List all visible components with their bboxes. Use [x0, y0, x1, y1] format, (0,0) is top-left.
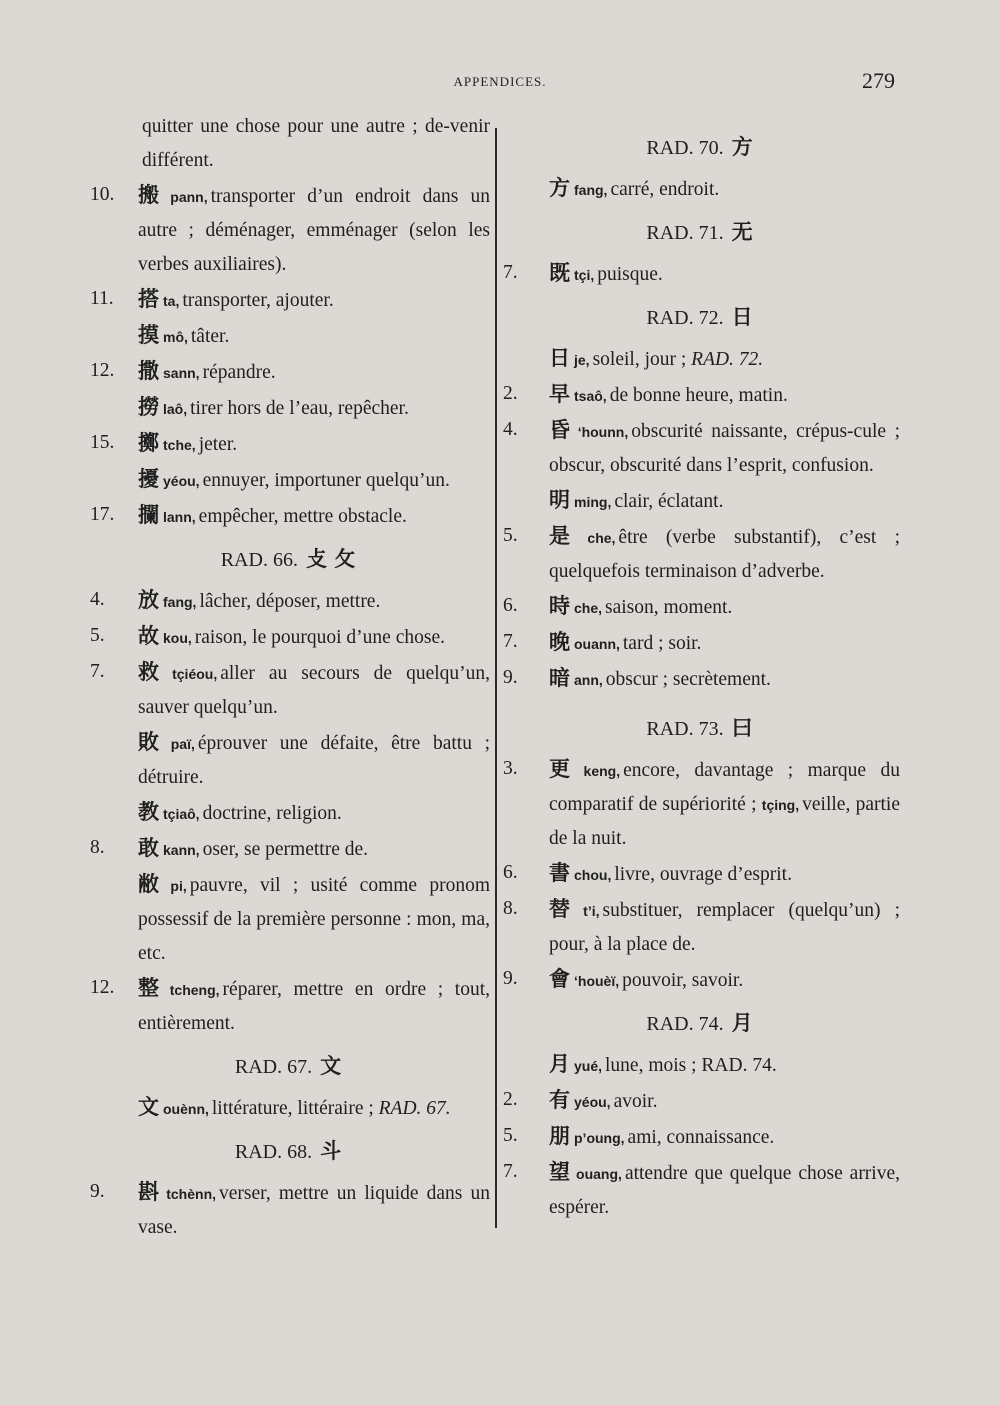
radical-heading [503, 711, 900, 746]
dictionary-entry [90, 619, 490, 655]
radical-reference: RAD. 67. [378, 1098, 451, 1119]
chinese-character: 斟 [138, 1180, 163, 1204]
dictionary-entry [90, 971, 490, 1041]
dictionary-entry [90, 354, 490, 390]
chinese-character: 是 [549, 524, 584, 548]
romanization: ‘houèï, [574, 973, 620, 989]
entry-definition: saison, moment. [605, 597, 733, 618]
romanization: ouang, [576, 1166, 622, 1182]
entry-definition: carré, endroit. [610, 179, 720, 200]
stroke-count: 5. [503, 525, 518, 546]
entry-definition: substituer, remplacer (quelqu’un) ; pour, à la place de. [549, 900, 900, 955]
chinese-character: 書 [549, 861, 570, 885]
romanization: chou, [574, 867, 612, 883]
dictionary-entry [90, 390, 490, 426]
chinese-character: 敢 [138, 836, 159, 860]
stroke-count: 8. [90, 837, 105, 858]
entry-definition: transporter, ajouter. [182, 290, 334, 311]
dictionary-entry [503, 892, 900, 962]
dictionary-entry [90, 795, 490, 831]
chinese-character: 暗 [549, 666, 570, 690]
dictionary-entry [90, 831, 490, 867]
chinese-character: 敝 [138, 872, 167, 896]
entry-definition: répandre. [202, 362, 276, 383]
dictionary-entry [503, 589, 900, 625]
chinese-character: 會 [549, 967, 570, 991]
radical-heading [503, 300, 900, 335]
stroke-count: 15. [90, 432, 115, 453]
entry-definition: ennuyer, importuner quelqu’un. [202, 470, 450, 491]
romanization: laô, [163, 401, 188, 417]
romanization: pann, [170, 189, 208, 205]
entry-definition: attendre que quelque chose arrive, espérer. [549, 1163, 901, 1218]
entry-definition: éprouver une défaite, être battu ; détruire. [138, 733, 490, 788]
dictionary-entry [90, 498, 490, 534]
stroke-count: 7. [90, 661, 105, 682]
entry-definition: tirer hors de l’eau, repêcher. [190, 398, 409, 419]
romanization: che, [587, 530, 616, 546]
stroke-count: 9. [503, 667, 518, 688]
radical-heading [503, 130, 900, 165]
entry-definition: jeter. [198, 434, 238, 455]
entry-definition: lune, mois ; RAD. 74. [605, 1055, 777, 1076]
stroke-count: 7. [503, 1161, 518, 1182]
dictionary-entry [503, 1083, 900, 1119]
radical-character: 无 [731, 220, 753, 244]
romanization: ming, [574, 494, 612, 510]
romanization: sann, [163, 365, 200, 381]
chinese-character: 摸 [138, 323, 159, 347]
entry-definition: de bonne heure, matin. [609, 385, 788, 406]
romanization: tçing, [761, 797, 800, 813]
romanization: tchènn, [166, 1186, 217, 1202]
chinese-character: 搭 [138, 287, 159, 311]
dictionary-entry [503, 1047, 900, 1083]
chinese-character: 救 [138, 660, 169, 684]
chinese-character: 有 [549, 1088, 570, 1112]
romanization: tçi, [574, 267, 595, 283]
radical-label: RAD. 73. [646, 718, 724, 740]
stroke-count: 4. [503, 419, 518, 440]
radical-heading [90, 542, 490, 577]
romanization: t’i, [583, 903, 600, 919]
chinese-character: 整 [138, 976, 166, 1000]
romanization: tche, [163, 437, 196, 453]
entry-definition: pauvre, vil ; usité comme pronom possessif de la première personne : mon, ma, etc. [138, 875, 491, 964]
stroke-count: 5. [503, 1125, 518, 1146]
dictionary-entry [503, 519, 900, 589]
radical-heading [90, 1134, 490, 1169]
chinese-character: 擲 [138, 431, 159, 455]
romanization: yéou, [574, 1094, 611, 1110]
stroke-count: 11. [90, 288, 114, 309]
chinese-character: 月 [549, 1052, 570, 1076]
entry-definition: tâter. [190, 326, 230, 347]
chinese-character: 教 [138, 800, 159, 824]
radical-character: 攴 攵 [305, 547, 356, 571]
radical-character: 月 [731, 1011, 753, 1035]
chinese-character: 時 [549, 594, 570, 618]
stroke-count: 9. [90, 1181, 105, 1202]
chinese-character: 文 [138, 1095, 159, 1119]
stroke-count: 3. [503, 758, 518, 779]
chinese-character: 更 [549, 757, 580, 781]
radical-label: RAD. 71. [646, 222, 724, 244]
dictionary-entry [90, 178, 490, 282]
dictionary-entry [90, 725, 490, 795]
entry-definition: encore, davantage ; marque du comparatif de supériorité ; [549, 760, 900, 815]
dictionary-entry [503, 341, 900, 377]
entry-definition: aller au secours de quelqu’un, sauver quelqu’un. [138, 663, 491, 718]
left-column [90, 110, 490, 1245]
romanization: je, [574, 352, 590, 368]
romanization: tçiéou, [172, 666, 218, 682]
chinese-character: 昏 [549, 418, 574, 442]
chinese-character: 敗 [138, 730, 167, 754]
romanization: paï, [170, 736, 195, 752]
romanization: tçiaô, [163, 806, 200, 822]
romanization: ta, [163, 293, 180, 309]
romanization: ouènn, [163, 1101, 209, 1117]
romanization: fang, [574, 182, 608, 198]
dictionary-entry [90, 583, 490, 619]
entry-definition: être (verbe substantif), c’est ; quelquefois terminaison d’adverbe. [549, 527, 900, 582]
page-number: 279 [862, 68, 895, 93]
radical-heading [503, 1006, 900, 1041]
chinese-character: 替 [549, 897, 580, 921]
stroke-count: 6. [503, 862, 518, 883]
radical-reference: RAD. 72. [691, 349, 764, 370]
chinese-character: 明 [549, 488, 570, 512]
stroke-count: 7. [503, 262, 518, 283]
chinese-character: 晚 [549, 630, 570, 654]
romanization: p’oung, [574, 1130, 625, 1146]
stroke-count: 5. [90, 625, 105, 646]
chinese-character: 撈 [138, 395, 159, 419]
entry-definition: avoir. [613, 1091, 658, 1112]
entry-definition: verser, mettre un liquide dans un vase. [138, 1183, 490, 1238]
entry-definition: ami, connaissance. [627, 1127, 775, 1148]
entry-definition: livre, ouvrage d’esprit. [614, 864, 792, 885]
dictionary-entry [503, 256, 900, 292]
romanization: tcheng, [169, 982, 220, 998]
dictionary-entry [503, 661, 900, 697]
entry-definition: empêcher, mettre obstacle. [198, 506, 407, 527]
dictionary-entry [90, 1175, 490, 1245]
entry-definition: quitter une chose pour une autre ; de-venir différent. [142, 116, 490, 171]
romanization: ‘hounn, [577, 424, 629, 440]
stroke-count: 17. [90, 504, 115, 525]
dictionary-entry [503, 752, 900, 856]
radical-character: 曰 [731, 716, 753, 740]
stroke-count: 6. [503, 595, 518, 616]
dictionary-entry [503, 625, 900, 661]
stroke-count: 4. [90, 589, 105, 610]
romanization: yéou, [163, 473, 200, 489]
radical-label: RAD. 66. [220, 549, 298, 571]
chinese-character: 望 [549, 1160, 573, 1184]
romanization: kou, [163, 630, 192, 646]
dictionary-entry [503, 962, 900, 998]
entry-definition: soleil, jour ; [592, 349, 687, 370]
chinese-character: 擾 [138, 467, 159, 491]
radical-label: RAD. 70. [646, 137, 724, 159]
stroke-count: 9. [503, 968, 518, 989]
romanization: pi, [170, 878, 187, 894]
chinese-character: 撒 [138, 359, 159, 383]
entry-definition: veille, partie de la nuit. [549, 794, 900, 849]
entry-definition: réparer, mettre en ordre ; tout, entièrement. [138, 979, 490, 1034]
dictionary-entry [503, 1119, 900, 1155]
entry-definition: obscurité naissante, crépus-cule ; obscur, obscurité dans l’esprit, confusion. [549, 421, 900, 476]
entry-definition: tard ; soir. [622, 633, 702, 654]
romanization: lann, [163, 509, 196, 525]
radical-heading [90, 1049, 490, 1084]
dictionary-entry [90, 318, 490, 354]
romanization: fang, [163, 594, 197, 610]
radical-character: 方 [731, 135, 753, 159]
column-divider [495, 128, 497, 1228]
dictionary-entry [503, 483, 900, 519]
running-header: APPENDICES. [453, 74, 547, 89]
romanization: ann, [574, 672, 603, 688]
chinese-character: 既 [549, 261, 570, 285]
romanization: che, [574, 600, 603, 616]
dictionary-entry [90, 655, 490, 725]
stroke-count: 10. [90, 184, 115, 205]
stroke-count: 8. [503, 898, 518, 919]
romanization: mô, [163, 329, 188, 345]
chinese-character: 日 [549, 346, 570, 370]
dictionary-entry [90, 1090, 490, 1126]
entry-definition: clair, éclatant. [614, 491, 724, 512]
chinese-character: 早 [549, 382, 570, 406]
dictionary-entry [503, 413, 900, 483]
entry-definition: puisque. [597, 264, 663, 285]
entry-definition: littérature, littéraire ; [211, 1098, 374, 1119]
dictionary-entry [90, 867, 490, 971]
radical-character: 日 [731, 305, 753, 329]
chinese-character: 朋 [549, 1124, 570, 1148]
romanization: yué, [574, 1058, 603, 1074]
dictionary-entry [90, 282, 490, 318]
entry-definition: oser, se permettre de. [202, 839, 369, 860]
chinese-character: 攔 [138, 503, 159, 527]
stroke-count: 2. [503, 383, 518, 404]
radical-label: RAD. 72. [646, 307, 724, 329]
stroke-count: 2. [503, 1089, 518, 1110]
stroke-count: 7. [503, 631, 518, 652]
chinese-character: 搬 [138, 183, 167, 207]
entry-definition: lâcher, déposer, mettre. [199, 591, 381, 612]
dictionary-entry [90, 462, 490, 498]
chinese-character: 放 [138, 588, 159, 612]
entry-definition: obscur ; secrètement. [605, 669, 771, 690]
romanization: tsaô, [574, 388, 607, 404]
dictionary-entry [503, 856, 900, 892]
romanization: keng, [583, 763, 621, 779]
right-column [503, 110, 900, 1225]
dictionary-entry [503, 171, 900, 207]
radical-label: RAD. 67. [234, 1056, 313, 1078]
dictionary-entry [90, 426, 490, 462]
chinese-character: 方 [549, 176, 570, 200]
radical-character: 文 [320, 1054, 342, 1078]
radical-label: RAD. 74. [646, 1013, 724, 1035]
dictionary-entry [503, 377, 900, 413]
chinese-character: 故 [138, 624, 159, 648]
entry-definition: transporter d’un endroit dans un autre ; déménager, emménager (selon les verbes auxiliaires). [138, 186, 491, 275]
radical-heading [503, 215, 900, 250]
entry-definition: raison, le pourquoi d’une chose. [194, 627, 445, 648]
dictionary-entry [90, 110, 490, 178]
stroke-count: 12. [90, 360, 115, 381]
romanization: ouann, [574, 636, 620, 652]
entry-definition: doctrine, religion. [202, 803, 342, 824]
dictionary-entry [503, 1155, 900, 1225]
stroke-count: 12. [90, 977, 115, 998]
radical-character: 斗 [320, 1139, 342, 1163]
romanization: kann, [163, 842, 200, 858]
entry-definition: pouvoir, savoir. [622, 970, 744, 991]
radical-label: RAD. 68. [234, 1141, 313, 1163]
